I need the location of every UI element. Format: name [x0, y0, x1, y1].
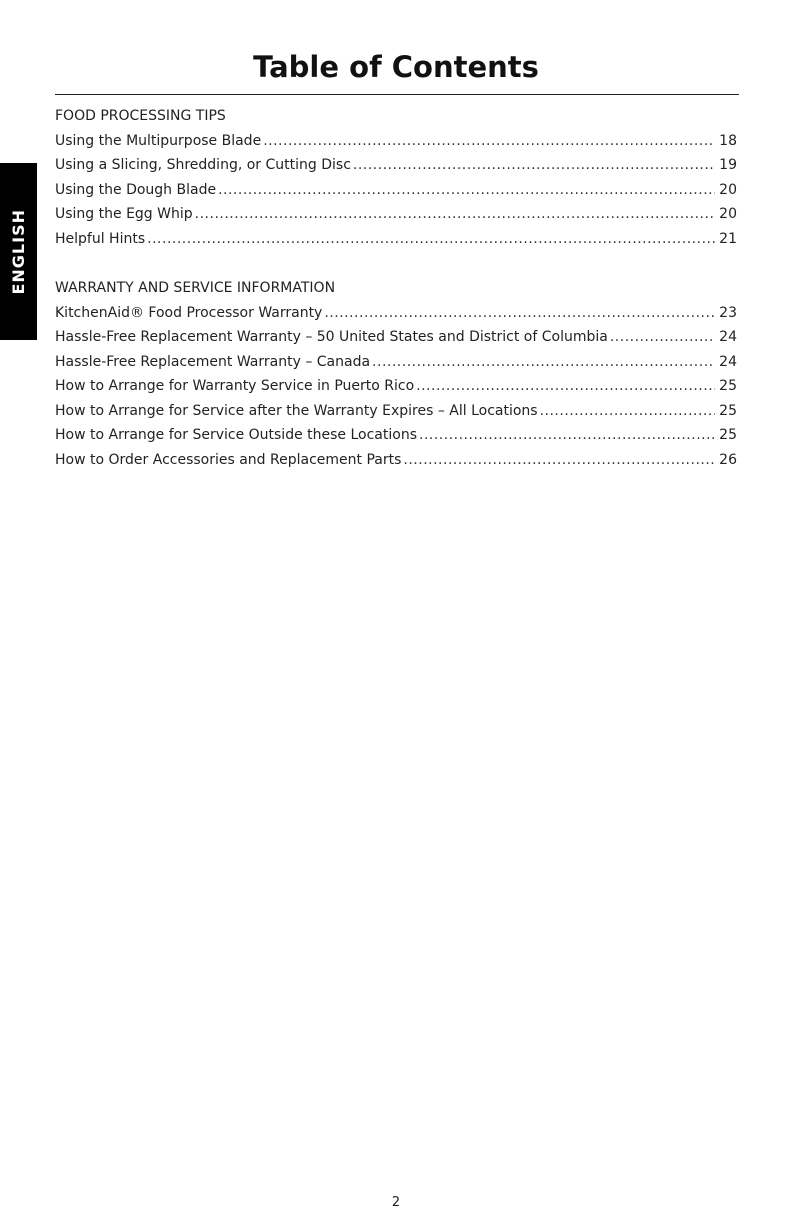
table-of-contents [55, 104, 737, 472]
section-heading: FOOD PROCESSING TIPS [55, 108, 226, 124]
toc-entry-label: Helpful Hints [55, 230, 146, 247]
page-number: 2 [391, 1195, 401, 1210]
toc-entry[interactable] [55, 399, 737, 424]
toc-entry[interactable] [55, 374, 737, 399]
dot-leader [263, 129, 715, 154]
toc-entry-label: Using the Dough Blade [55, 181, 217, 198]
page-title: Table of Contents [253, 50, 539, 84]
toc-entry-label: Using a Slicing, Shredding, or Cutting Disc [55, 157, 351, 173]
toc-entry[interactable] [55, 153, 737, 178]
dot-leader [403, 448, 715, 473]
toc-entry-page: 20 [719, 181, 737, 198]
dot-leader [218, 178, 715, 203]
dot-leader [540, 399, 715, 424]
toc-entry-label: Using the Multipurpose Blade [55, 132, 262, 149]
dot-leader [353, 153, 715, 178]
toc-entry-label: How to Arrange for Service after the Warranty Expires – All Locations [55, 402, 538, 419]
toc-entry-page: 20 [719, 206, 737, 222]
dot-leader [324, 301, 715, 326]
toc-entry-label: How to Order Accessories and Replacement Parts [55, 451, 402, 468]
dot-leader [372, 350, 715, 375]
section-heading: WARRANTY AND SERVICE INFORMATION [55, 280, 336, 296]
toc-entry[interactable] [55, 178, 737, 203]
toc-entry-label: Hassle-Free Replacement Warranty – Canada [55, 353, 371, 370]
toc-section-food-processing-tips [55, 104, 737, 251]
dot-leader [147, 227, 715, 252]
toc-entry-label: Hassle-Free Replacement Warranty – 50 United States and District of Columbia [55, 329, 608, 345]
toc-entry-label: How to Arrange for Service Outside these Locations [55, 427, 417, 443]
dot-leader [195, 202, 715, 227]
toc-section-warranty-and-service [55, 276, 737, 472]
toc-entry-label: How to Arrange for Warranty Service in Puerto Rico [55, 378, 415, 394]
dot-leader [416, 374, 715, 399]
toc-entry-page: 25 [719, 378, 737, 394]
language-tab [0, 163, 37, 340]
toc-entry[interactable] [55, 423, 737, 448]
toc-entry[interactable] [55, 350, 737, 375]
toc-entry-page: 23 [719, 304, 737, 321]
toc-entry[interactable] [55, 301, 737, 326]
toc-entry[interactable] [55, 448, 737, 473]
toc-entry-page: 24 [719, 353, 737, 370]
toc-entry-page: 25 [719, 427, 737, 443]
toc-entry[interactable] [55, 227, 737, 252]
toc-entry-page: 26 [719, 451, 737, 468]
dot-leader [419, 423, 715, 448]
toc-entry-label: KitchenAid® Food Processor Warranty [55, 304, 323, 321]
toc-entry[interactable] [55, 202, 737, 227]
toc-entry-label: Using the Egg Whip [55, 206, 193, 222]
toc-entry[interactable] [55, 129, 737, 154]
title-divider [55, 94, 739, 95]
toc-entry-page: 18 [719, 132, 737, 149]
toc-entry-page: 24 [719, 329, 737, 345]
toc-entry-page: 21 [719, 230, 737, 247]
dot-leader [610, 325, 715, 350]
toc-entry-page: 19 [719, 157, 737, 173]
toc-entry-page: 25 [719, 402, 737, 419]
toc-entry[interactable] [55, 325, 737, 350]
language-tab-label: ENGLISH [9, 208, 28, 295]
